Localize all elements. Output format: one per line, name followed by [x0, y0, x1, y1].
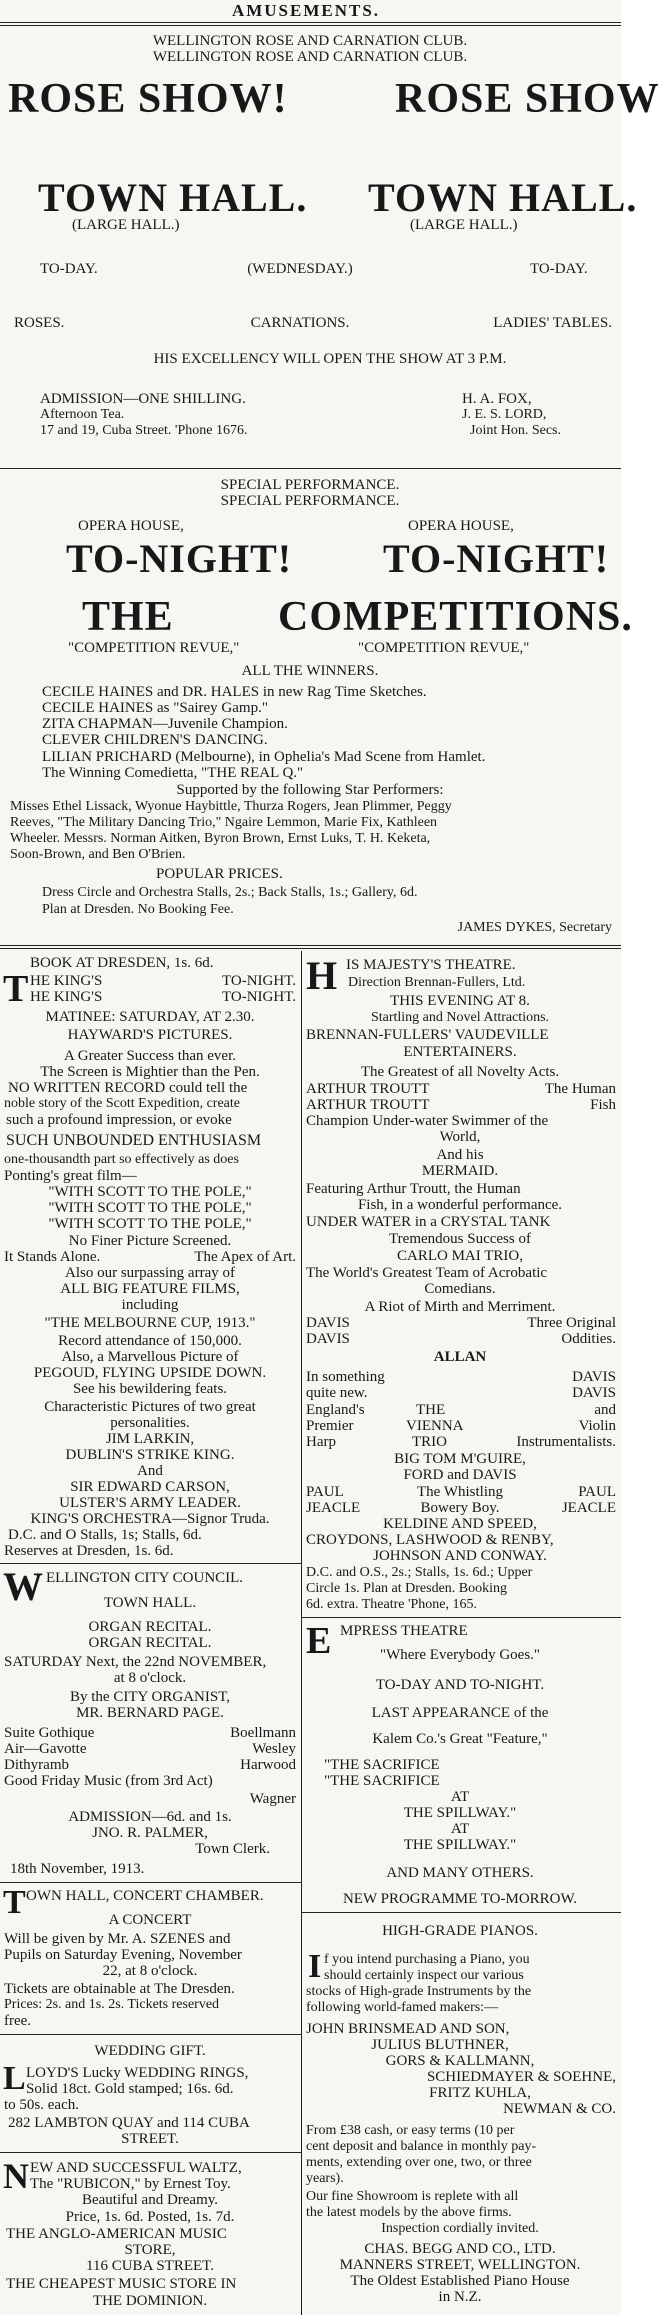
tonight: TO-NIGHT. — [221, 989, 296, 1005]
text-line: Three Original — [527, 1315, 616, 1331]
text-line: Fish — [590, 1097, 616, 1113]
text-line: And his — [436, 1147, 484, 1163]
rose-show-heading: ROSE SHOW! — [8, 76, 288, 122]
performer: DAVIS — [572, 1385, 616, 1401]
text-line: A Riot of Mirth and Merriment. — [364, 1299, 556, 1315]
kalem: Kalem Co.'s Great "Feature," — [372, 1731, 548, 1747]
piano-maker: JOHN BRINSMEAD AND SON, — [306, 2021, 510, 2037]
town-clerk-title: Town Clerk. — [195, 1841, 270, 1857]
club-name: WELLINGTON ROSE AND CARNATION CLUB. — [152, 49, 468, 65]
program-piece: Dithyramb — [4, 1757, 69, 1773]
program-piece: Good Friday Music (from 3rd Act) — [4, 1773, 213, 1789]
roses: ROSES. — [14, 315, 65, 331]
performer: PAUL — [306, 1484, 344, 1500]
text-line: stocks of High-grade Instruments by the — [306, 1984, 532, 1999]
text-line: NO WRITTEN RECORD could tell the — [8, 1080, 248, 1096]
performer: KELDINE AND SPEED, — [383, 1516, 537, 1532]
greatest-acts: The Greatest of all Novelty Acts. — [360, 1064, 560, 1080]
firm-tagline: The Oldest Established Piano House — [350, 2273, 570, 2289]
kings-title: HE KING'S — [30, 989, 103, 1005]
plan-line: Plan at Dresden. No Booking Fee. — [42, 902, 234, 917]
text-line: SIR EDWARD CARSON, — [70, 1479, 230, 1495]
text-line: VIENNA — [406, 1418, 464, 1434]
organist-name: MR. BERNARD PAGE. — [76, 1705, 224, 1721]
text-line: The World's Greatest Team of Acrobatic — [306, 1265, 548, 1281]
text-line: CARLO MAI TRIO, — [397, 1248, 523, 1264]
performer: BIG TOM M'GUIRE, — [394, 1451, 526, 1467]
text-line: Tickets are obtainable at The Dresden. — [4, 1981, 235, 1997]
text-line: following world-famed makers:— — [306, 2000, 499, 2015]
film-title: "THE SACRIFICE — [324, 1773, 440, 1789]
rose-show-heading: ROSE SHOW — [395, 76, 660, 122]
film-title: THE SPILLWAY." — [403, 1805, 517, 1821]
notice-date: 18th November, 1913. — [10, 1861, 145, 1877]
text-line: should certainly inspect our various — [324, 1968, 524, 1983]
all-winners: ALL THE WINNERS. — [241, 663, 379, 679]
film-title: "WITH SCOTT TO THE POLE," — [48, 1216, 252, 1232]
performer: JEACLE — [306, 1500, 361, 1516]
supported-by: Supported by the following Star Performers: — [176, 782, 444, 798]
section-header: AMUSEMENTS. — [231, 1, 381, 20]
text-line: 282 LAMBTON QUAY and 114 CUBA — [8, 2115, 250, 2131]
text-line: The Whistling — [417, 1484, 503, 1500]
text-line: ULSTER'S ARMY LEADER. — [59, 1495, 241, 1511]
organ-recital: ORGAN RECITAL. — [88, 1619, 212, 1635]
text-line: KING'S ORCHESTRA—Signor Truda. — [30, 1511, 270, 1527]
film-title: THE SPILLWAY." — [403, 1837, 517, 1853]
rule — [0, 2034, 301, 2035]
text-line: personalities. — [110, 1415, 190, 1431]
text-line: f you intend purchasing a Piano, you — [324, 1952, 530, 1967]
kings-title: HE KING'S — [30, 973, 103, 989]
opera-house: OPERA HOUSE, — [78, 518, 184, 534]
text-line: Comedians. — [424, 1281, 496, 1297]
act: The Winning Comedietta, "THE REAL Q." — [42, 765, 304, 781]
text-line: Tremendous Success of — [389, 1231, 531, 1247]
text-line: such a profound impression, or evoke — [6, 1112, 232, 1128]
text-line: Also, a Marvellous Picture of — [61, 1349, 239, 1365]
performers-line: Misses Ethel Lissack, Wyonue Haybittle, Thurza Rogers, Jean Plimmer, Peggy — [10, 799, 452, 814]
club-name: WELLINGTON ROSE AND CARNATION CLUB. — [152, 33, 468, 49]
large-hall: (LARGE HALL.) — [410, 217, 518, 233]
rule — [0, 1882, 301, 1883]
large-hall: (LARGE HALL.) — [72, 217, 180, 233]
text-line: Fish, in a wonderful performance. — [357, 1197, 563, 1213]
film-title: "WITH SCOTT TO THE POLE," — [48, 1200, 252, 1216]
rule — [0, 2152, 301, 2153]
piano-maker: SCHIEDMAYER & SOEHNE, — [426, 2069, 616, 2085]
text-line: THE ANGLO-AMERICAN MUSIC — [6, 2226, 227, 2242]
drop-cap: T — [3, 1884, 26, 1921]
weekday: (WEDNESDAY.) — [247, 261, 353, 277]
special-performance: SPECIAL PERFORMANCE. — [220, 477, 400, 493]
text-line: World, — [439, 1129, 481, 1145]
performer: JOHNSON AND CONWAY. — [373, 1548, 547, 1564]
performer: DAVIS — [306, 1315, 350, 1331]
program-composer: Boellmann — [230, 1725, 296, 1741]
text-line: Price, 1s. 6d. Posted, 1s. 7d. — [65, 2209, 235, 2225]
text-line: Ponting's great film— — [4, 1168, 137, 1184]
rule — [0, 22, 621, 23]
theatre-title: MPRESS THEATRE — [340, 1623, 468, 1639]
program-piece: Suite Gothique — [4, 1725, 95, 1741]
rule — [0, 948, 621, 949]
brennan-fullers: BRENNAN-FULLERS' VAUDEVILLE — [306, 1027, 549, 1043]
secretary-title: Joint Hon. Secs. — [470, 423, 561, 438]
time-line: at 8 o'clock. — [113, 1670, 187, 1686]
firm-address: MANNERS STREET, WELLINGTON. — [339, 2257, 581, 2273]
revue: "COMPETITION REVUE," — [68, 640, 240, 656]
drop-cap: N — [3, 2156, 29, 2196]
tonight-heading: TO-NIGHT! — [383, 536, 610, 581]
rule — [301, 1912, 621, 1913]
hayward: HAYWARD'S PICTURES. — [67, 1027, 233, 1043]
prices-line: D.C. and O.S., 2s.; Stalls, 1s. 6d.; Upper — [306, 1565, 533, 1580]
text-line: cent deposit and balance in monthly pay- — [306, 2139, 537, 2154]
date-line: SATURDAY Next, the 22nd NOVEMBER, — [4, 1654, 267, 1670]
act: CLEVER CHILDREN'S DANCING. — [42, 732, 268, 748]
text-line: No Finer Picture Screened. — [68, 1233, 232, 1249]
text-line: Inspection cordially invited. — [381, 2221, 539, 2236]
text-line: Beautiful and Dreamy. — [81, 2192, 219, 2208]
performer: PAUL — [578, 1484, 616, 1500]
last-appearance: LAST APPEARANCE of the — [371, 1705, 549, 1721]
program-piece: Air—Gavotte — [4, 1741, 87, 1757]
performer: DAVIS — [306, 1331, 350, 1347]
drop-cap: E — [306, 1620, 332, 1662]
text-line: Champion Under-water Swimmer of the — [306, 1113, 549, 1129]
slogan: "Where Everybody Goes." — [379, 1647, 541, 1663]
rule — [0, 1563, 301, 1564]
performers-line: Wheeler. Messrs. Norman Aitken, Byron Brown, Ernst Luks, T. H. Keketa, — [10, 831, 431, 846]
text-line: Characteristic Pictures of two great — [44, 1399, 256, 1415]
performer: ARTHUR TROUTT — [306, 1097, 430, 1113]
text-line: A Greater Success than ever. — [63, 1048, 237, 1064]
text-line: TRIO — [412, 1434, 447, 1450]
prices-line: 6d. extra. Theatre 'Phone, 165. — [306, 1597, 477, 1612]
drop-cap: H — [306, 953, 338, 998]
theatre-title: IS MAJESTY'S THEATRE. — [346, 957, 516, 973]
entertainers: ENTERTAINERS. — [403, 1044, 517, 1060]
text-line: THE — [416, 1402, 446, 1418]
text-line: one-thousandth part so effectively as does — [4, 1152, 239, 1167]
rule — [301, 1617, 621, 1618]
text-line: LOYD'S Lucky WEDDING RINGS, — [26, 2065, 249, 2081]
text-line: Instrumentalists. — [516, 1434, 616, 1450]
film-title: AT — [450, 1821, 470, 1837]
text-line: to 50s. each. — [4, 2097, 79, 2113]
text-line: including — [121, 1297, 179, 1313]
text-line: THE DOMINION. — [92, 2293, 208, 2309]
text-line: D.C. and O Stalls, 1s; Stalls, 6d. — [8, 1527, 202, 1543]
town-hall-heading: TOWN HALL. — [38, 175, 308, 220]
text-line: years). — [306, 2171, 344, 2186]
ladies-tables: LADIES' TABLES. — [493, 315, 612, 331]
rule — [0, 25, 621, 26]
secretary: J. E. S. LORD, — [462, 407, 547, 422]
text-line: MERMAID. — [421, 1163, 499, 1179]
piano-maker: JULIUS BLUTHNER, — [371, 2037, 509, 2053]
piano-maker: NEWMAN & CO. — [503, 2101, 616, 2117]
town-hall: TOWN HALL. — [103, 1595, 197, 1611]
direction: Direction Brennan-Fullers, Ltd. — [348, 975, 526, 990]
afternoon-tea: Afternoon Tea. — [40, 407, 125, 422]
drop-cap: W — [3, 1564, 43, 1609]
text-line: ments, extending over one, two, or three — [306, 2155, 532, 2170]
text-line: and — [594, 1402, 616, 1418]
performer: DAVIS — [572, 1369, 616, 1385]
program-composer: Harwood — [240, 1757, 296, 1773]
text-line: In something — [306, 1369, 385, 1385]
text-line: free. — [4, 2013, 32, 2029]
drop-cap: T — [3, 968, 29, 1010]
text-line: Solid 18ct. Gold stamped; 16s. 6d. — [26, 2081, 234, 2097]
town-clerk-name: JNO. R. PALMER, — [92, 1825, 208, 1841]
performer: ALLAN — [433, 1349, 487, 1365]
film-title: "THE SACRIFICE — [324, 1757, 440, 1773]
column-divider — [301, 951, 302, 2315]
opening-notice: HIS EXCELLENCY WILL OPEN THE SHOW AT 3 P.M. — [153, 351, 507, 367]
text-line: Will be given by Mr. A. SZENES and — [4, 1931, 231, 1947]
prices-line: Circle 1s. Plan at Dresden. Booking — [306, 1581, 508, 1596]
text-line: UNDER WATER in a CRYSTAL TANK — [306, 1214, 551, 1230]
text-line: Violin — [578, 1418, 616, 1434]
text-line: Reserves at Dresden, 1s. 6d. — [4, 1543, 174, 1559]
popular-prices: POPULAR PRICES. — [156, 866, 283, 882]
performer: ARTHUR TROUTT — [306, 1081, 430, 1097]
revue: "COMPETITION REVUE," — [358, 640, 530, 656]
stands-alone: It Stands Alone. — [4, 1249, 101, 1265]
drop-cap: L — [3, 2060, 26, 2097]
organist-line: By the CITY ORGANIST, — [70, 1689, 230, 1705]
firm-name: CHAS. BEGG AND CO., LTD. — [364, 2241, 556, 2257]
text-line: quite new. — [306, 1385, 368, 1401]
secretary: JAMES DYKES, Secretary — [457, 920, 612, 935]
prices-line: Dress Circle and Orchestra Stalls, 2s.; Back Stalls, 1s.; Gallery, 6d. — [42, 885, 418, 900]
rule — [0, 945, 621, 946]
text-line: Oddities. — [561, 1331, 616, 1347]
text-line: The Human — [544, 1081, 616, 1097]
performer: CROYDONS, LASHWOOD & RENBY, — [306, 1532, 554, 1548]
address: 17 and 19, Cuba Street. 'Phone 1676. — [40, 423, 248, 438]
new-programme: NEW PROGRAMME TO-MORROW. — [342, 1891, 578, 1907]
text-line: ALL BIG FEATURE FILMS, — [60, 1281, 240, 1297]
performer: FORD and DAVIS — [403, 1467, 517, 1483]
act: ZITA CHAPMAN—Juvenile Champion. — [42, 716, 288, 732]
text-line: the latest models by the above firms. — [306, 2205, 512, 2220]
text-line: DUBLIN'S STRIKE KING. — [65, 1447, 235, 1463]
today: TO-DAY. — [530, 261, 588, 277]
competitions-heading: COMPETITIONS. — [278, 594, 633, 640]
today-tonight: TO-DAY AND TO-NIGHT. — [375, 1677, 545, 1693]
text-line: STORE, — [124, 2242, 176, 2258]
special-performance: SPECIAL PERFORMANCE. — [220, 493, 400, 509]
text-line: The Screen is Mightier than the Pen. — [40, 1064, 260, 1080]
text-line: JIM LARKIN, — [105, 1431, 195, 1447]
text-line: The "RUBICON," by Ernest Toy. — [30, 2176, 231, 2192]
text-line: Harp — [306, 1434, 336, 1450]
text-line: Record attendance of 150,000. — [58, 1333, 242, 1349]
text-line: Prices: 2s. and 1s. 2s. Tickets reserved — [4, 1997, 220, 2012]
text-line: 22, at 8 o'clock. — [102, 1963, 198, 1979]
program-composer: Wagner — [249, 1791, 296, 1807]
text-line: Featuring Arthur Troutt, the Human — [306, 1181, 521, 1197]
council-title: ELLINGTON CITY COUNCIL. — [46, 1570, 244, 1586]
organ-recital: ORGAN RECITAL. — [88, 1635, 212, 1651]
text-line: See his bewildering feats. — [72, 1381, 228, 1397]
text-line: "THE MELBOURNE CUP, 1913." — [44, 1315, 256, 1331]
opera-house: OPERA HOUSE, — [408, 518, 514, 534]
admission: ADMISSION—6d. and 1s. — [68, 1809, 232, 1825]
text-line: STREET. — [121, 2131, 179, 2147]
concert-title: OWN HALL, CONCERT CHAMBER. — [26, 1888, 264, 1904]
text-line: PEGOUD, FLYING UPSIDE DOWN. — [33, 1365, 267, 1381]
drop-cap: I — [308, 1948, 322, 1985]
this-evening: THIS EVENING AT 8. — [390, 993, 530, 1009]
text-line: Also our surpassing array of — [65, 1265, 235, 1281]
piano-maker: GORS & KALLMANN, — [385, 2053, 535, 2069]
text-line: Pupils on Saturday Evening, November — [4, 1947, 242, 1963]
text-line: THE CHEAPEST MUSIC STORE IN — [6, 2276, 237, 2292]
rule — [0, 468, 621, 469]
secretary: H. A. FOX, — [462, 391, 532, 407]
text-line: And — [137, 1463, 163, 1479]
text-line: Premier — [306, 1418, 354, 1434]
piano-maker: FRITZ KUHLA, — [429, 2085, 531, 2101]
text-line: 116 CUBA STREET. — [86, 2258, 214, 2274]
tonight-heading: TO-NIGHT! — [66, 536, 293, 581]
many-others: AND MANY OTHERS. — [386, 1865, 534, 1881]
film-title: AT — [450, 1789, 470, 1805]
act: CECILE HAINES as "Sairey Gamp." — [42, 700, 268, 716]
apex-of-art: The Apex of Art. — [194, 1249, 296, 1265]
performer: JEACLE — [561, 1500, 616, 1516]
matinee: MATINEE: SATURDAY, AT 2.30. — [45, 1009, 255, 1025]
text-line: Bowery Boy. — [420, 1500, 500, 1516]
text-line: EW AND SUCCESSFUL WALTZ, — [30, 2160, 242, 2176]
performers-line: Soon-Brown, and Ben O'Brien. — [10, 847, 186, 862]
film-title: "WITH SCOTT TO THE POLE," — [48, 1184, 252, 1200]
text-line: noble story of the Scott Expedition, create — [4, 1096, 240, 1111]
book-at-dresden: BOOK AT DRESDEN, 1s. 6d. — [30, 955, 214, 971]
act: CECILE HAINES and DR. HALES in new Rag Time Sketches. — [42, 684, 427, 700]
a-concert: A CONCERT — [108, 1912, 192, 1928]
text-line: Our fine Showroom is replete with all — [306, 2189, 519, 2204]
today: TO-DAY. — [40, 261, 98, 277]
pianos-title: HIGH-GRADE PIANOS. — [382, 1923, 538, 1939]
act: LILIAN PRICHARD (Melbourne), in Ophelia's Mad Scene from Hamlet. — [42, 749, 486, 765]
firm-tagline: in N.Z. — [438, 2289, 482, 2305]
carnations: CARNATIONS. — [250, 315, 350, 331]
text-line: SUCH UNBOUNDED ENTHUSIASM — [6, 1132, 262, 1149]
text-line: England's — [306, 1402, 365, 1418]
admission: ADMISSION—ONE SHILLING. — [40, 391, 246, 407]
performers-line: Reeves, "The Military Dancing Trio," Ngaire Lemmon, Marie Fix, Kathleen — [10, 815, 438, 830]
town-hall-heading: TOWN HALL. — [368, 175, 638, 220]
text-line: From £38 cash, or easy terms (10 per — [306, 2123, 515, 2138]
startling: Startling and Novel Attractions. — [370, 1010, 550, 1025]
wedding-gift-title: WEDDING GIFT. — [94, 2043, 206, 2059]
tonight: TO-NIGHT. — [221, 973, 296, 989]
the-heading: THE — [82, 594, 174, 640]
program-composer: Wesley — [252, 1741, 296, 1757]
